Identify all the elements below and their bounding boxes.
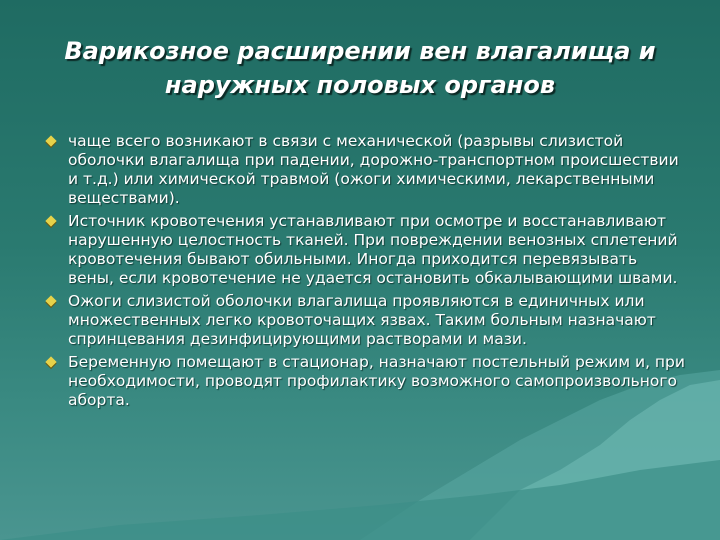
diamond-bullet-icon <box>45 356 56 367</box>
slide-title <box>40 34 680 102</box>
title-line-2: наружных половых органов <box>164 71 556 99</box>
bullet-list <box>46 132 686 414</box>
bullet-text: Ожоги слизистой оболочки влагалища проявляются в единичных или множественных легко кровоточащих язвах. Таким больным назначают спринцевания дезинфицирующими растворами и мази. <box>68 292 656 348</box>
bullet-text: чаще всего возникают в связи с механической (разрывы слизистой оболочки влагалища при падении, дорожно-транспортном происшествии и т.д.) или химической травмой (ожоги химическими, лекарственными веществами). <box>68 132 679 207</box>
diamond-bullet-icon <box>45 215 56 226</box>
bullet-item <box>46 212 686 288</box>
bullet-item <box>46 292 686 349</box>
bullet-item <box>46 132 686 208</box>
title-line-1: Варикозное расширении вен влагалища и <box>64 37 656 65</box>
diamond-bullet-icon <box>45 295 56 306</box>
bullet-item <box>46 353 686 410</box>
diamond-bullet-icon <box>45 135 56 146</box>
bullet-text: Источник кровотечения устанавливают при осмотре и восстанавливают нарушенную целостность тканей. При повреждении венозных сплетений кровотечения бывают обильными. Иногда приходится перевязывать вены, если кровотечение не удается остановить обкалывающими швами. <box>68 212 678 287</box>
bullet-text: Беременную помещают в стационар, назначают постельный режим и, при необходимости, проводят профилактику возможного самопроизвольного аборта. <box>68 353 685 409</box>
